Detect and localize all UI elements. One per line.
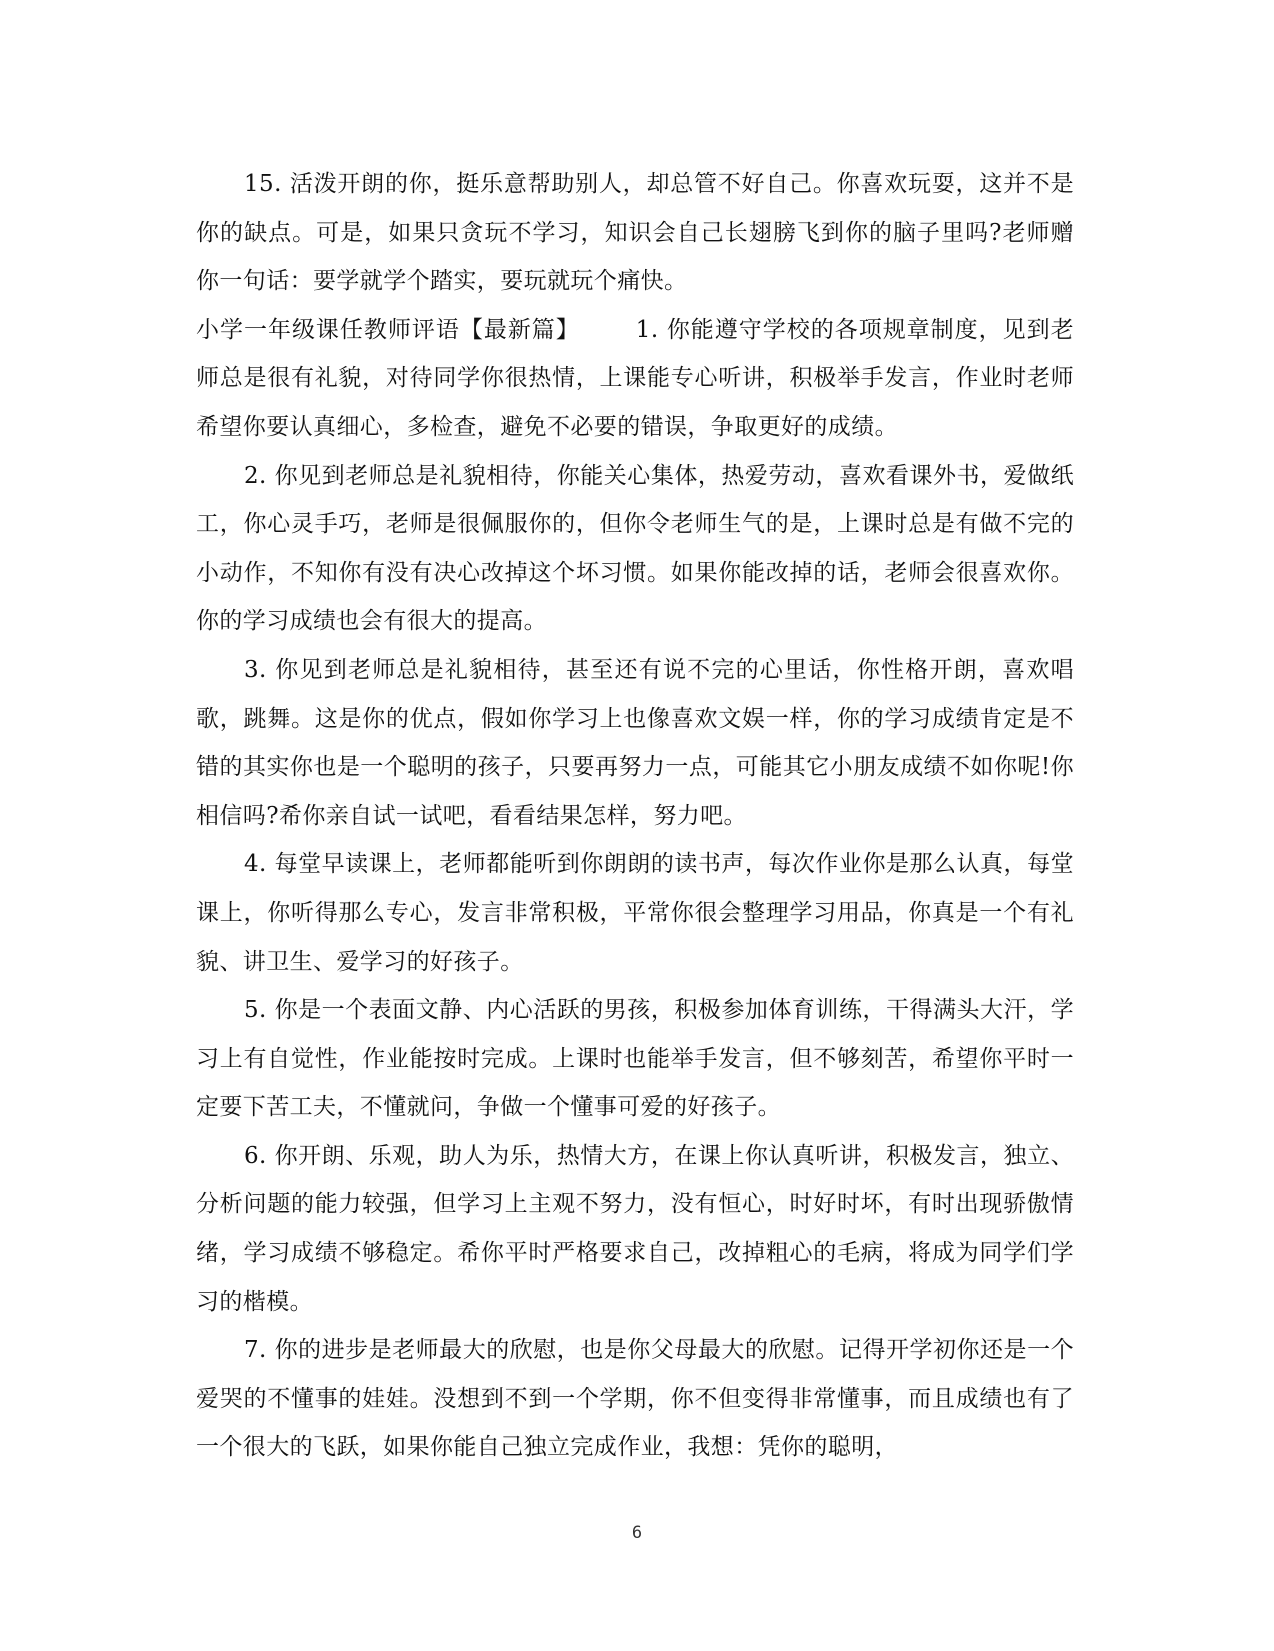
page-number: 6 (631, 1523, 643, 1543)
paragraph-1: 1. 你能遵守学校的各项规章制度，见到老师总是很有礼貌，对待同学你很热情，上课能专心听讲，积极举手发言，作业时老师希望你要认真细心，多检查，避免不必要的错误，争取更好的成绩。 (196, 316, 1074, 440)
section-heading: 小学一年级课任教师评语【最新篇】 (196, 316, 580, 343)
paragraph-2: 2. 你见到老师总是礼貌相待，你能关心集体，热爱劳动，喜欢看课外书，爱做纸工，你心灵手巧，老师是很佩服你的，但你令老师生气的是，上课时总是有做不完的小动作，不知你有没有决心改掉这个坏习惯。如果你能改掉的话，老师会很喜欢你。你的学习成绩也会有很大的提高。 (196, 462, 1074, 635)
paragraph-15: 15. 活泼开朗的你，挺乐意帮助别人，却总管不好自己。你喜欢玩耍，这并不是你的缺点。可是，如果只贪玩不学习，知识会自己长翅膀飞到你的脑子里吗?老师赠你一句话：要学就学个踏实，要玩就玩个痛快。 (196, 171, 1074, 295)
paragraph-4: 4. 每堂早读课上，老师都能听到你朗朗的读书声，每次作业你是那么认真，每堂课上，你听得那么专心，发言非常积极，平常你很会整理学习用品，你真是一个有礼貌、讲卫生、爱学习的好孩子。 (196, 851, 1074, 975)
document-body (196, 160, 1074, 1472)
paragraph-6: 6. 你开朗、乐观，助人为乐，热情大方，在课上你认真听讲，积极发言，独立、分析问题的能力较强，但学习上主观不努力，没有恒心，时好时坏，有时出现骄傲情绪，学习成绩不够稳定。希你平时严格要求自己，改掉粗心的毛病，将成为同学们学习的楷模。 (196, 1142, 1074, 1315)
paragraph-7: 7. 你的进步是老师最大的欣慰，也是你父母最大的欣慰。记得开学初你还是一个爱哭的不懂事的娃娃。没想到不到一个学期，你不但变得非常懂事，而且成绩也有了一个很大的飞跃，如果你能自己独立完成作业，我想：凭你的聪明， (196, 1337, 1074, 1461)
section-heading-paragraph (196, 306, 1074, 452)
paragraph-3: 3. 你见到老师总是礼貌相待，甚至还有说不完的心里话，你性格开朗，喜欢唱歌，跳舞。这是你的优点，假如你学习上也像喜欢文娱一样，你的学习成绩肯定是不错的其实你也是一个聪明的孩子，只要再努力一点，可能其它小朋友成绩不如你呢!你相信吗?希你亲自试一试吧，看看结果怎样，努力吧。 (196, 656, 1074, 829)
paragraph-5: 5. 你是一个表面文静、内心活跃的男孩，积极参加体育训练，干得满头大汗，学习上有自觉性，作业能按时完成。上课时也能举手发言，但不够刻苦，希望你平时一定要下苦工夫，不懂就问，争做一个懂事可爱的好孩子。 (196, 997, 1074, 1121)
